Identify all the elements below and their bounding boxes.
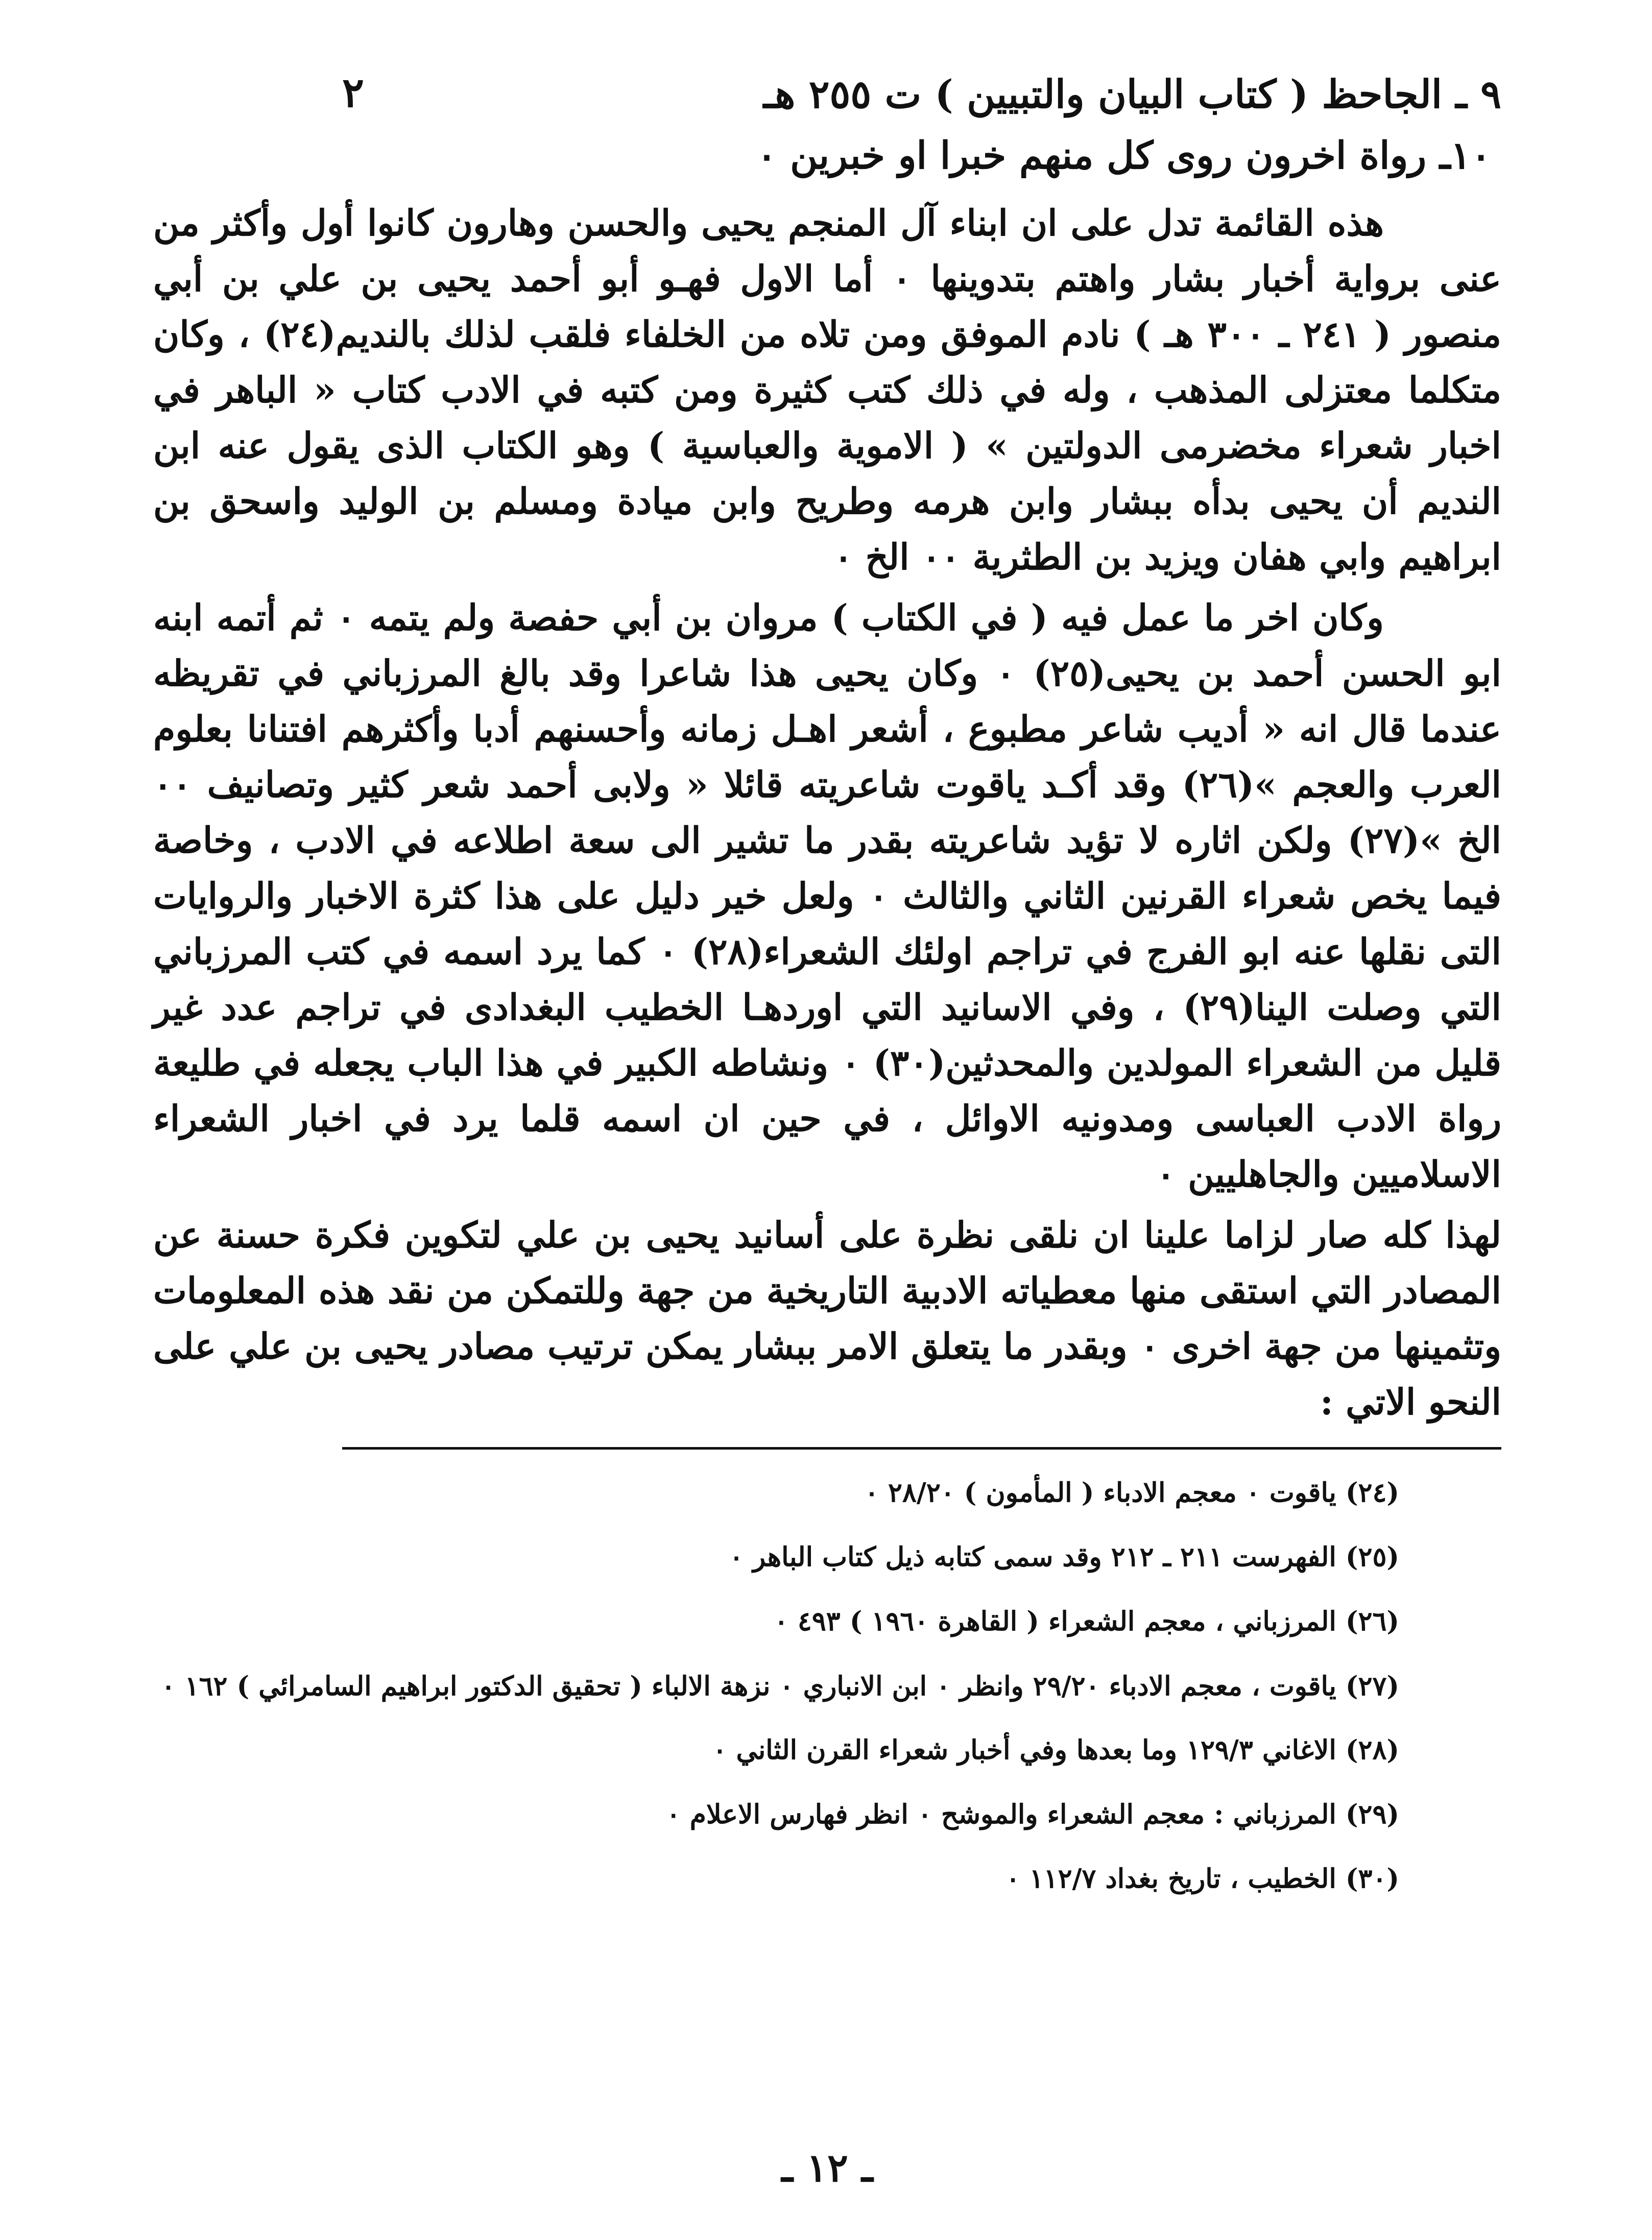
- footnote: (٢٤) ياقوت ٠ معجم الادباء ( المأمون ) ٢٨/٢٠ ٠: [864, 1477, 1399, 1508]
- header-list-item: ٩ ـ الجاحظ ( كتاب البيان والتبيين ) ت ٢٥٥ هـ: [763, 71, 1501, 117]
- header-marginal-number: ٢: [342, 68, 364, 116]
- body-paragraph: هذه القائمة تدل على ان ابناء آل المنجم يحيى والحسن وهارون كانوا أول وأكثر من عنى برواية أخبار بشار واهتم بتدوينها ٠ أما الاول فهـو أبو أحمد يحيى بن علي بن أبي منصور ( ٢٤١ ـ ٣٠٠ هـ ) نادم الموفق ومن تلاه من الخلفاء فلقب لذلك بالنديم(٢٤) ، وكان متكلما معتزلى المذهب ، وله في ذلك كتب كثيرة ومن كتبه في الادب كتاب « الباهر في اخبار شعراء مخضرمى الدولتين » ( الاموية والعباسية ) وهو الكتاب الذى يقول عنه ابن النديم أن يحيى بدأه ببشار وابن هرمه وطريح وابن ميادة ومسلم بن الوليد واسحق بن ابراهيم وابي هفان ويزيد بن الطثرية ٠٠ الخ ٠: [153, 202, 1501, 578]
- footnotes: [153, 1461, 1399, 1911]
- body-paragraph: وكان اخر ما عمل فيه ( في الكتاب ) مروان بن أبي حفصة ولم يتمه ٠ ثم أتمه ابنه ابو الحسن أحمد بن يحيى(٢٥) ٠ وكان يحيى هذا شاعرا وقد بالغ المرزباني في تقريظه عندما قال انه « أديب شاعر مطبوع ، أشعر اهـل زمانه وأحسنهم أدبا وأكثرهم افتنانا بعلوم العرب والعجم »(٢٦) وقد أكـد ياقوت شاعريته قائلا « ولابى أحمد شعر كثير وتصانيف ٠٠ الخ »(٢٧) ولكن اثاره لا تؤيد شاعريته بقدر ما تشير الى سعة اطلاعه في الادب ، وخاصة فيما يخص شعراء القرنين الثاني والثالث ٠ ولعل خير دليل على هذا كثرة الاخبار والروايات التى نقلها عنه ابو الفرج في تراجم اولئك الشعراء(٢٨) ٠ كما يرد اسمه في كتب المرزباني التي وصلت الينا(٢٩) ، وفي الاسانيد التي اوردهـا الخطيب البغدادى في تراجم عدد غير قليل من الشعراء المولدين والمحدثين(٣٠) ٠ ونشاطه الكبير في هذا الباب يجعله في طليعة رواة الادب العباسى ومدونيه الاوائل ، في حين ان اسمه قلما يرد في اخبار الشعراء الاسلاميين والجاهليين ٠: [153, 596, 1502, 1195]
- footnote: (٢٩) المرزباني : معجم الشعراء والموشح ٠ انظر فهارس الاعلام ٠: [666, 1799, 1399, 1830]
- footnote: (٣٠) الخطيب ، تاريخ بغداد ١١٢/٧ ٠: [1005, 1863, 1399, 1894]
- page-number: ـ ١٢ ـ: [781, 2145, 873, 2190]
- footnote: (٢٦) المرزباني ، معجم الشعراء ( القاهرة ١٩٦٠ ) ٤٩٣ ٠: [774, 1606, 1399, 1637]
- footnote-divider: [342, 1447, 1501, 1450]
- running-header: [153, 68, 1501, 128]
- list-item: ١٠ـ رواة اخرون روى كل منهم خبرا او خبرين ٠: [756, 134, 1491, 178]
- book-page: [153, 68, 1502, 2190]
- body-paragraph: لهذا كله صار لزاما علينا ان نلقى نظرة على أسانيد يحيى بن علي لتكوين فكرة حسنة عن المصادر التي استقى منها معطياته الادبية التاريخية من جهة وللتمكن من نقد هذه المعلومات وتثمينها من جهة اخرى ٠ وبقدر ما يتعلق الامر ببشار يمكن ترتيب مصادر يحيى بن علي على النحو الاتي :: [153, 1214, 1501, 1423]
- footnote: (٢٥) الفهرست ٢١١ ـ ٢١٢ وقد سمى كتابه ذيل كتاب الباهر ٠: [729, 1541, 1399, 1573]
- footnote: (٢٨) الاغاني ١٢٩/٣ وما بعدها وفي أخبار شعراء القرن الثاني ٠: [712, 1735, 1399, 1766]
- footnote: (٢٧) ياقوت ، معجم الادباء ٢٩/٢٠ وانظر ٠ ابن الانباري ٠ نزهة الالباء ( تحقيق الدكتور ابراهيم السامرائي ) ١٦٢ ٠: [161, 1671, 1399, 1702]
